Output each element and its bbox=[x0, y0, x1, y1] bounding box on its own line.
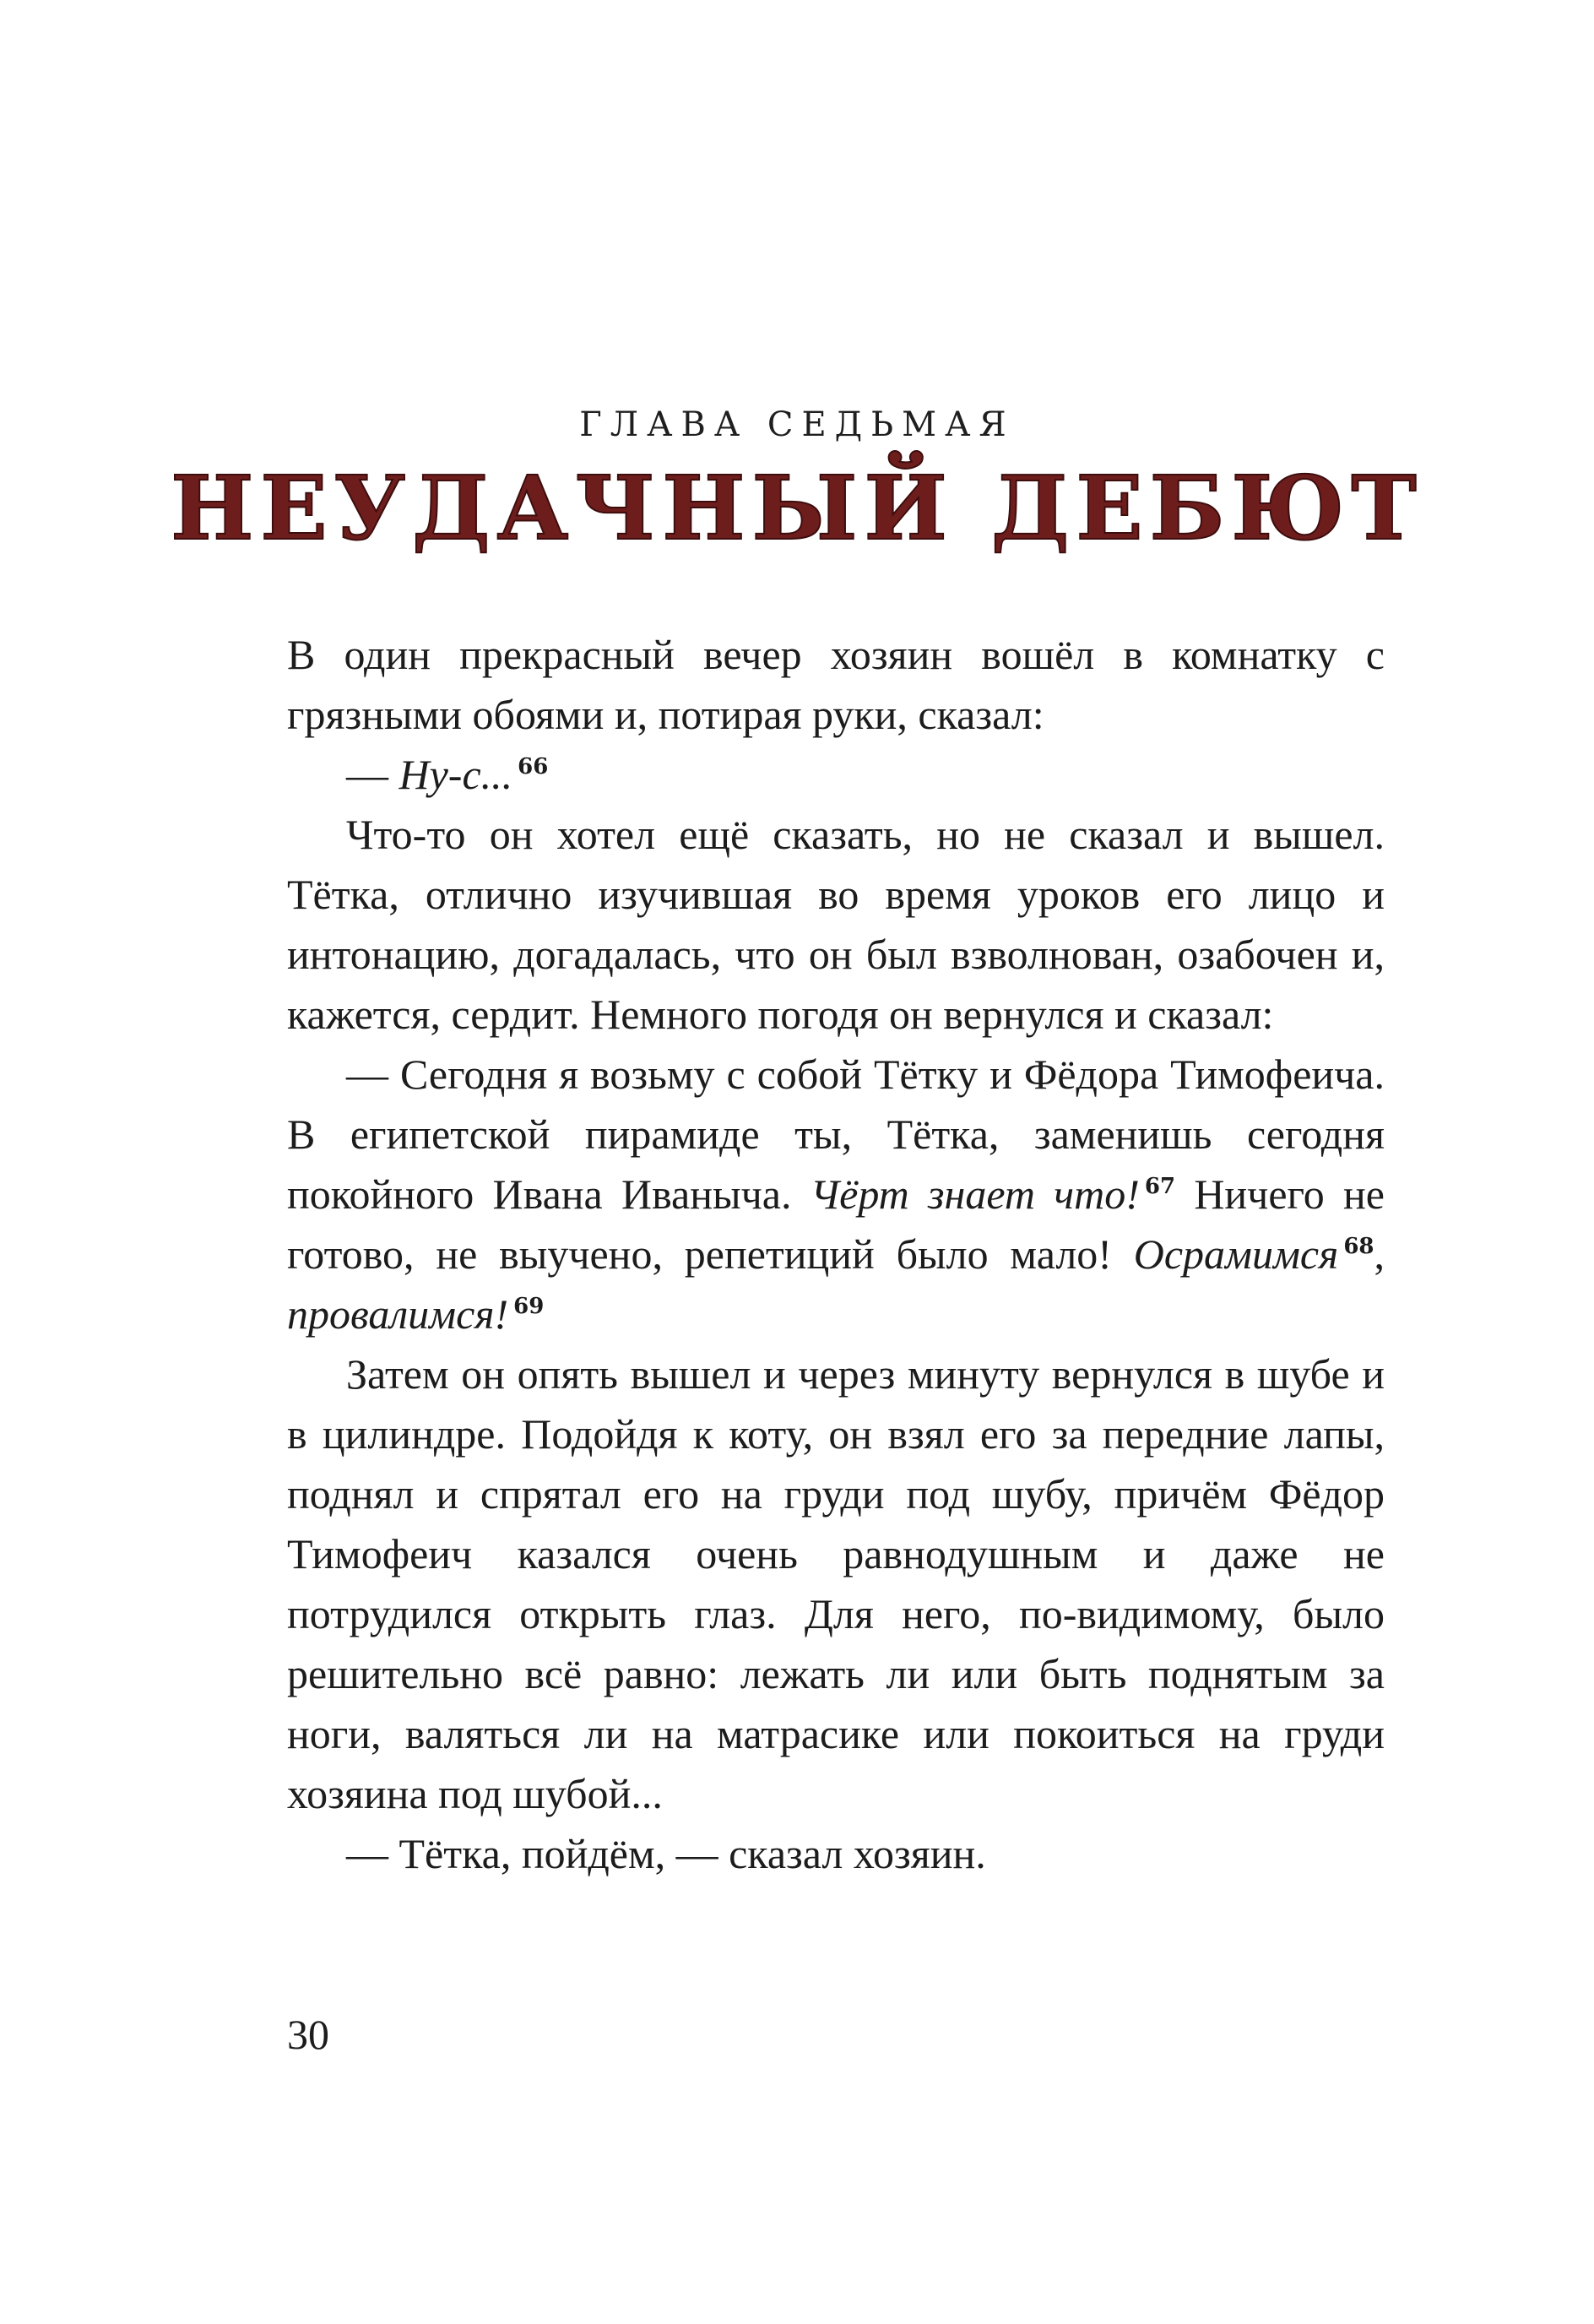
paragraph-5: Затем он опять вышел и через минуту вернулся в шубе и в цилиндре. Подойдя к коту, он взял его за передние лапы, поднял и спрятал его на груди под шубу, причём Фёдор Тимофеич казался очень равнодушным и даже не потрудился открыть глаз. Для него, по-видимому, было решительно всё равно: лежать ли или быть поднятым за ноги, валяться ли на матрасике или покоиться на груди хозяина под шубой... bbox=[287, 1350, 1385, 1817]
footnote-ref-66[interactable]: 66 bbox=[518, 754, 549, 780]
footnote-ref-67[interactable]: 67 bbox=[1144, 1174, 1176, 1200]
paragraph-3: Что-то он хотел ещё сказать, но не сказал и вышел. Тётка, отлично изучившая во время уроков его лицо и интонацию, догадалась, что он был взволнован, озабочен и, кажется, сердит. Немного погодя он вернулся и сказал: bbox=[287, 811, 1385, 1038]
paragraph-2 bbox=[287, 745, 1385, 805]
italic-phrase: Чёрт знает что! bbox=[810, 1170, 1140, 1218]
paragraph-4 bbox=[287, 1045, 1385, 1344]
text-segment: , bbox=[1374, 1230, 1385, 1278]
chapter-label: ГЛАВА СЕДЬМАЯ bbox=[579, 405, 1015, 444]
paragraph-1: В один прекрасный вечер хозяин вошёл в комнатку с грязными обоями и, потирая руки, сказал: bbox=[287, 631, 1385, 738]
footnote-ref-69[interactable]: 69 bbox=[513, 1294, 545, 1320]
text-segment: Ничего не готово, не выучено, репетиций было мало! bbox=[287, 1170, 1385, 1278]
paragraph-6: — Тётка, пойдём, — сказал хозяин. bbox=[346, 1830, 986, 1877]
text-body bbox=[287, 625, 1385, 1884]
speech-italic: Ну-с... bbox=[398, 751, 513, 798]
text-segment: — Сегодня я возьму с собой Тётку и Фёдора Тимофеича. В египетской пирамиде ты, Тётка, заменишь сегодня покойного Ивана Иваныча. bbox=[287, 1051, 1385, 1218]
dash: — bbox=[346, 751, 399, 798]
italic-word: провалимся! bbox=[287, 1290, 509, 1338]
italic-word: Осрамимся bbox=[1133, 1230, 1339, 1278]
page-number: 30 bbox=[287, 2011, 329, 2058]
chapter-title: НЕУДАЧНЫЙ ДЕБЮТ bbox=[171, 456, 1423, 560]
footnote-ref-68[interactable]: 68 bbox=[1343, 1234, 1374, 1260]
